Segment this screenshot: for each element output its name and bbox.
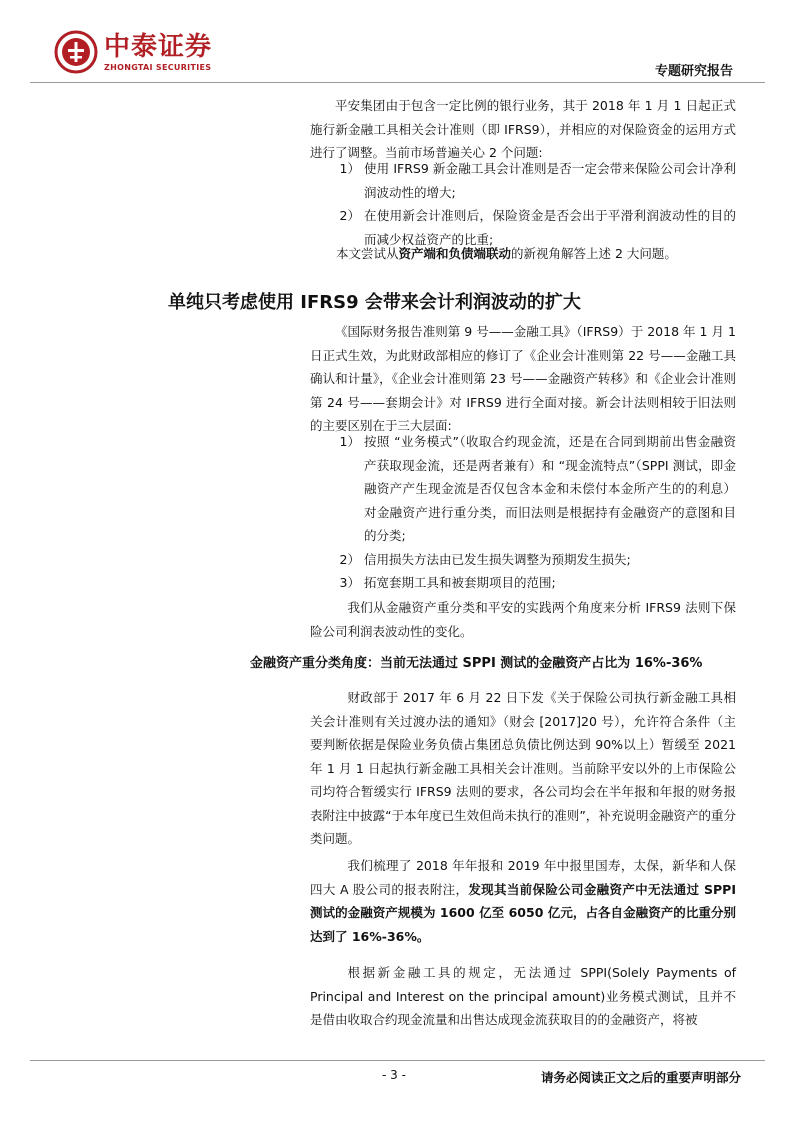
list-item [310, 430, 736, 548]
list-item [310, 548, 736, 572]
list-item-number: 3） [339, 575, 360, 590]
list-item-number: 1） [339, 434, 360, 449]
subsection-title: 金融资产重分类角度：当前无法通过 SPPI 测试的金融资产占比为 16%-36% [250, 656, 703, 671]
company-logo [54, 30, 212, 74]
subsection-paragraph: 财政部于 2017 年 6 月 22 日下发《关于保险公司执行新金融工具相关会计准则有关过渡办法的通知》（财会 [2017]20 号），允许符合条件（主要判断依据是保险业务负债占集团总负债比例达到 90%以上）暂缓至 2021 年 1 月 1 日起执行新金融工具相关会计准则。当前除平安以外的上市保险公司均符合暂缓实行 IFRS9 法则的要求，各公司均会在半年报和年报的财务报表附注中披露“于本年度已生效但尚未执行的准则”，补充说明金融资产的重分类问题。 [310, 690, 736, 846]
list-item [310, 571, 736, 595]
list-item-text: 按照 “业务模式”（收取合约现金流，还是在合同到期前出售金融资产获取现金流，还是两者兼有）和 “现金流特点”（SPPI 测试，即金融资产产生现金流是否仅包含本金和未偿付本金所产生的的利息）对金融资产进行重分类，而旧法则是根据持有金融资产的意图和目的分类; [364, 434, 736, 543]
intro-closing-emphasis: 资产端和负债端联动 [398, 246, 512, 261]
intro-closing [310, 242, 736, 266]
section-paragraph: 《国际财务报告准则第 9 号——金融工具》（IFRS9）于 2018 年 1 月 1 日正式生效，为此财政部相应的修订了《企业会计准则第 22 号——金融工具确认和计量》，《企业会计准则第 23 号——金融资产转移》和《企业会计准则第 24 号——套期会计》对 IFRS9 进行全面对接。新会计法则相较于旧法则的主要区别在于三大层面: [310, 324, 736, 433]
page-number: - 3 - [382, 1068, 406, 1082]
list-item-number: 2） [339, 551, 360, 567]
section-title: 单纯只考虑使用 IFRS9 会带来会计利润波动的扩大 [168, 292, 581, 313]
list-item-text: 信用损失方法由已发生损失调整为预期发生损失; [364, 551, 631, 567]
zhongtai-logo-icon [54, 30, 98, 74]
logo-english-name: ZHONGTAI SECURITIES [104, 62, 212, 72]
list-item [310, 157, 736, 204]
subsection-key-finding: 发现其当前保险公司金融资产中无法通过 SPPI 测试的金融资产规模为 1600 亿至 6050 亿元，占各自金融资产的比重分别达到了 16%-36%。 [310, 881, 736, 944]
footer-disclaimer: 请务必阅读正文之后的重要声明部分 [540, 1070, 741, 1085]
footer-divider [30, 1060, 765, 1061]
intro-closing-prefix: 本文尝试从 [336, 246, 399, 261]
logo-chinese-name: 中泰证券 [104, 31, 213, 62]
list-item-number: 2） [339, 208, 360, 223]
subsection-paragraph [310, 854, 736, 948]
section-difference-list [310, 430, 736, 595]
section-paragraph: 我们从金融资产重分类和平安的实践两个角度来分析 IFRS9 法则下保险公司利润表波动性的变化。 [310, 600, 736, 639]
header-divider [30, 82, 765, 83]
intro-question-list [310, 157, 736, 251]
intro-paragraph: 平安集团由于包含一定比例的银行业务，其于 2018 年 1 月 1 日起正式施行新金融工具相关会计准则（即 IFRS9），并相应的对保险资金的运用方式进行了调整。当前市场普遍关心 2 个问题: [310, 98, 736, 160]
report-type-label: 专题研究报告 [654, 64, 733, 79]
subsection-paragraph: 根据新金融工具的规定，无法通过 SPPI(Solely Payments of Principal and Interest on the principal amount)业务模式测试，且并不是借由收取合约现金流量和出售达成现金流获取目的的金融资产，将被 [310, 965, 736, 1027]
intro-closing-suffix: 的新视角解答上述 2 大问题。 [511, 246, 677, 261]
subsection-paragraph-text: 我们梳理了 2018 年年报和 2019 年中报里国寿，太保，新华和人保四大 A 股公司的报表附注， [310, 858, 736, 897]
list-item-text: 在使用新会计准则后，保险资金是否会出于平滑利润波动性的目的而减少权益资产的比重; [364, 208, 736, 247]
list-item-number: 1） [339, 161, 360, 176]
list-item-text: 拓宽套期工具和被套期项目的范围; [364, 575, 556, 590]
list-item-text: 使用 IFRS9 新金融工具会计准则是否一定会带来保险公司会计净利润波动性的增大; [364, 161, 736, 200]
